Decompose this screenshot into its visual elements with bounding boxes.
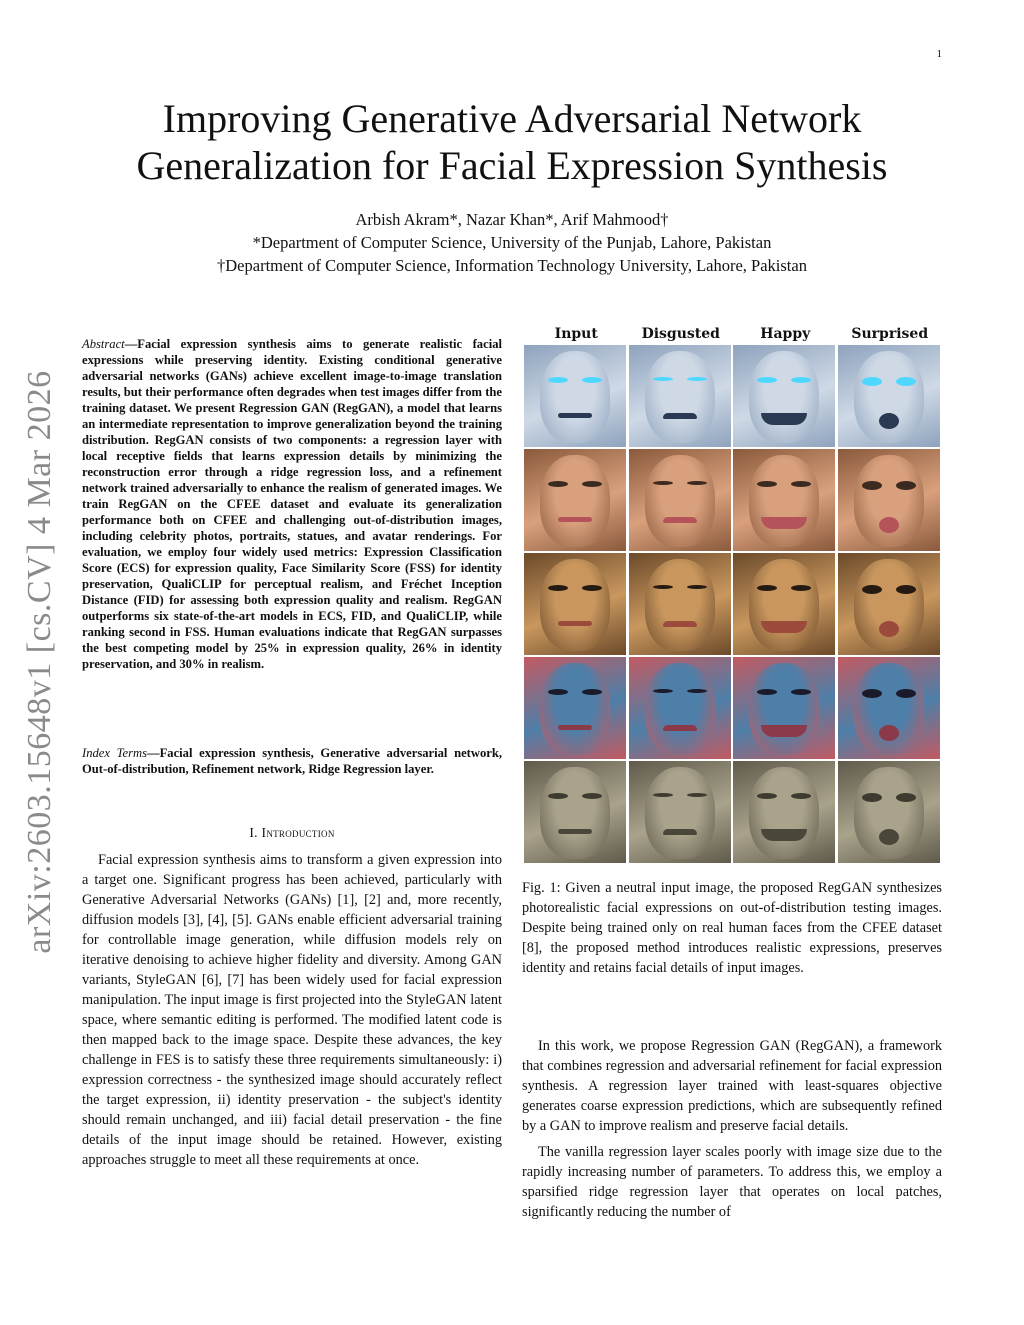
body-paragraph: The vanilla regression layer scales poorly with image size due to the rapidly increasing number of parameters. To address this, we employ a sparsified ridge regression layer that operates on local patches, significantly reducing the number of <box>522 1144 942 1220</box>
index-terms-text: —Facial expression synthesis, Generative adversarial network, Out-of-distribution, Refinement network, Ridge Regression layer. <box>82 746 503 776</box>
abstract-label: Abstract <box>82 337 125 351</box>
face-image-painted-portrait-disgusted <box>629 553 731 655</box>
face-row-blonde-woman <box>524 449 942 551</box>
face-row-stone-statue <box>524 761 942 863</box>
face-image-painted-portrait-happy <box>733 553 835 655</box>
section-number: I. <box>249 825 258 840</box>
body-paragraph: In this work, we propose Regression GAN (RegGAN), a framework that combines regression and adversarial refinement for facial expression synthesis. A regression layer trained with least-squares objective generates coarse expression predictions, which are subsequently refined by a GAN to improve realism and preserve facial details. <box>522 1038 942 1134</box>
header-disgusted: Disgusted <box>641 326 720 342</box>
face-image-painted-portrait-surprised <box>838 553 940 655</box>
face-image-blonde-woman-happy <box>733 449 835 551</box>
face-image-stone-statue-disgusted <box>629 761 731 863</box>
face-image-avatar-render-input <box>524 657 626 759</box>
index-terms <box>82 745 502 777</box>
abstract <box>82 336 502 672</box>
affiliation-2: †Department of Computer Science, Information Technology University, Lahore, Pakistan <box>217 256 807 275</box>
face-image-stone-statue-surprised <box>838 761 940 863</box>
face-image-white-walker-disgusted <box>629 345 731 447</box>
face-image-avatar-render-disgusted <box>629 657 731 759</box>
intro-paragraph: Facial expression synthesis aims to transform a given expression into a target one. Significant progress has been achieved, particularly with Generative Adversarial Networks (GANs) [1], [2] and, more recently, diffusion models [3], [4], [5]. GANs enable efficient adversarial training for controllable image generation, while diffusion models rely on iterative denoising to achieve higher fidelity and diversity. Among GAN variants, StyleGAN [6], [7] has been widely used for facial expression manipulation. The input image is first projected into the StyleGAN latent space, where semantic editing is performed. The modified latent code is then mapped back to the image space. Despite these advances, the key challenge in FES is to satisfy these three requirements simultaneously: i) expression correctness - the synthesized image should accurately reflect the target expression, ii) identity preservation - the subject's identity should remain unchanged, and iii) facial detail preservation - the fine details of the input image should be retained. However, existing approaches struggle to meet all these requirements at once. <box>82 852 502 1168</box>
header-happy: Happy <box>760 326 811 342</box>
abstract-text: —Facial expression synthesis aims to generate realistic facial expressions while preserving identity. Existing conditional generative adversarial networks (GANs) achieve excellent image-to-image translation results, but their performance often degrades when test images differ from the training dataset. We present Regression GAN (RegGAN), a model that learns an intermediate representation to improve generalization beyond the training distribution. RegGAN consists of two components: a regression layer with local receptive fields that learns expression details by minimizing the reconstruction error through a ridge regression loss, and a refinement network trained adversarially to enhance the realism of generated images. We train RegGAN on the CFEE dataset and evaluate its generalization performance both on CFEE and challenging out-of-distribution images, including celebrity photos, portraits, statues, and avatar renderings. For evaluation, we employ four widely used metrics: Expression Classification Score (ECS) for expression quality, Face Similarity Score (FSS) for identity preservation, QualiCLIP for perceptual realism, and Fréchet Inception Distance (FID) for assessing both expression quality and realism. RegGAN outperforms six state-of-the-art models in ECS, FID, and QualiCLIP, while ranking second in FSS. Human evaluations indicate that RegGAN surpasses the best competing model by 25% in expression quality, 26% in identity preservation, and 30% in realism. <box>82 337 502 671</box>
figure-caption: Fig. 1: Given a neutral input image, the proposed RegGAN synthesizes photorealistic facial expressions on out-of-distribution testing images. Despite being trained only on real human faces from the CFEE dataset [8], the proposed method introduces realistic expressions, preserves identity and retains facial details of input images. <box>522 880 942 976</box>
author-block <box>60 208 964 277</box>
face-image-avatar-render-happy <box>733 657 835 759</box>
author-names: Arbish Akram*, Nazar Khan*, Arif Mahmood† <box>355 210 669 229</box>
face-image-white-walker-happy <box>733 345 835 447</box>
page-number: 1 <box>936 48 942 60</box>
face-image-blonde-woman-input <box>524 449 626 551</box>
right-column-body <box>522 1036 942 1228</box>
face-image-blonde-woman-surprised <box>838 449 940 551</box>
header-input: Input <box>554 326 598 342</box>
face-image-white-walker-surprised <box>838 345 940 447</box>
paper-title: Improving Generative Adversarial Network Generalization for Facial Expression Synthesis <box>136 96 888 188</box>
index-terms-label: Index Terms <box>82 746 147 760</box>
section-title: Introduction <box>261 825 335 840</box>
face-image-white-walker-input <box>524 345 626 447</box>
face-row-white-walker <box>524 345 942 447</box>
section-heading <box>82 825 502 841</box>
face-image-grid <box>524 345 942 865</box>
header-surprised: Surprised <box>851 326 929 342</box>
affiliation-1: *Department of Computer Science, University of the Punjab, Lahore, Pakistan <box>252 233 772 252</box>
figure-column-headers <box>524 326 942 342</box>
figure-1 <box>524 326 942 342</box>
arxiv-identifier: arXiv:2603.15648v1 [cs.CV] 4 Mar 2026 <box>21 370 58 954</box>
face-row-avatar-render <box>524 657 942 759</box>
face-image-avatar-render-surprised <box>838 657 940 759</box>
face-image-blonde-woman-disgusted <box>629 449 731 551</box>
face-image-painted-portrait-input <box>524 553 626 655</box>
face-image-stone-statue-input <box>524 761 626 863</box>
face-image-stone-statue-happy <box>733 761 835 863</box>
face-row-painted-portrait <box>524 553 942 655</box>
